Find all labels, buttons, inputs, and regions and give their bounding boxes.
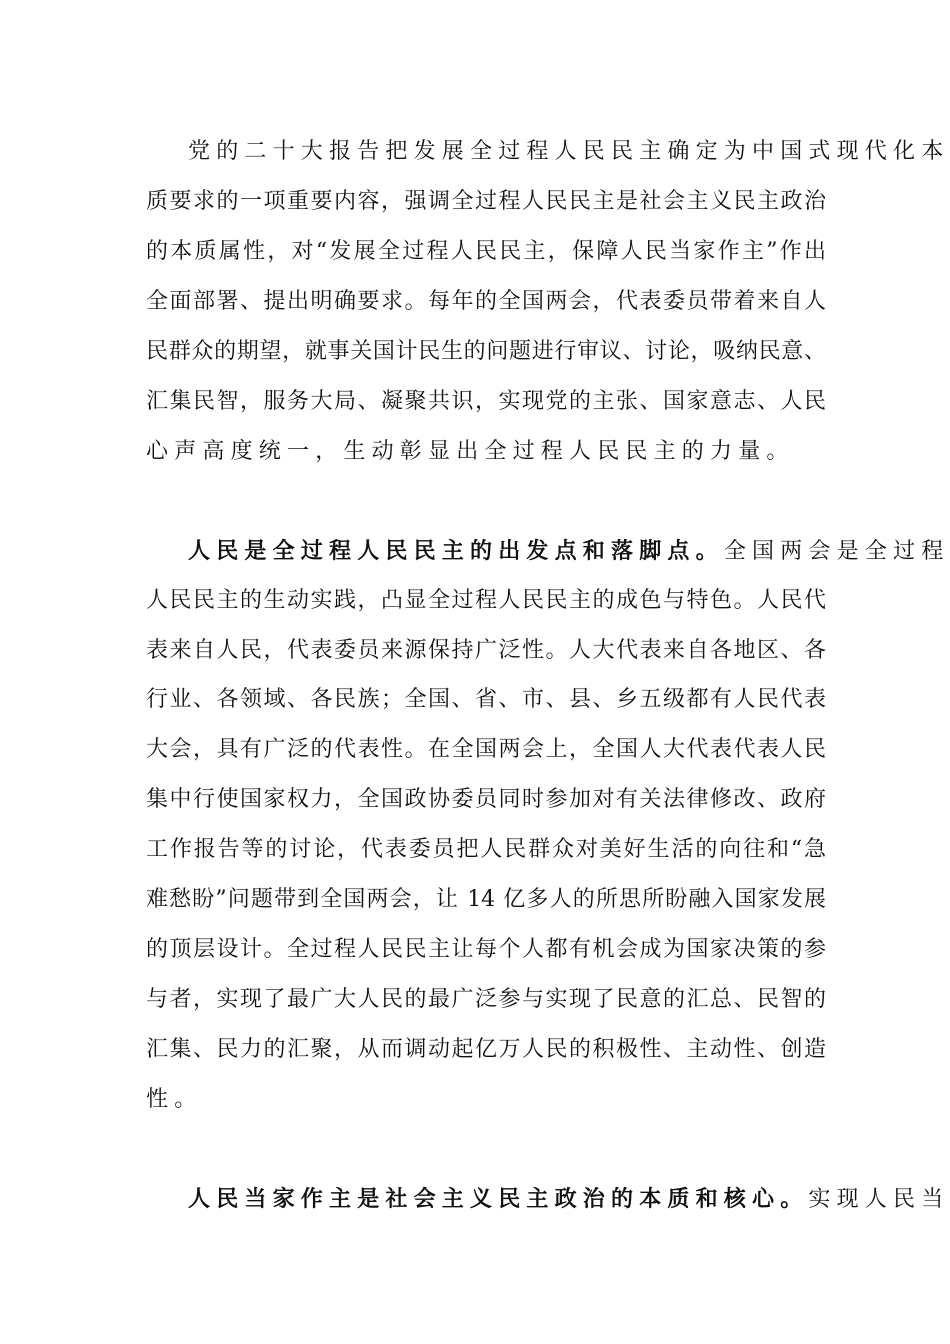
paragraph-2-line-7: 工作报告等的讨论，代表委员把人民群众对美好生活的向往和“急 [146, 837, 826, 862]
paragraph-2-line-4: 行业、各领域、各民族；全国、省、市、县、乡五级都有人民代表 [146, 687, 826, 712]
paragraph-2-line-5: 大会，具有广泛的代表性。在全国两会上，全国人大代表代表人民 [146, 737, 826, 762]
paragraph-2-line-1 [188, 537, 950, 566]
paragraph-2-line-8: 难愁盼”问题带到全国两会，让 14 亿多人的所思所盼融入国家发展 [146, 887, 826, 912]
paragraph-2-line-11: 汇集、民力的汇聚，从而调动起亿万人民的积极性、主动性、创造 [146, 1037, 826, 1062]
paragraph-2-line-6: 集中行使国家权力，全国政协委员同时参加对有关法律修改、政府 [146, 787, 826, 812]
paragraph-3-line-1-rest: 实现人民当 [808, 1187, 950, 1212]
paragraph-1-line-1: 党的二十大报告把发展全过程人民民主确定为中国式现代化本 [188, 139, 950, 164]
paragraph-3-lead: 人民当家作主是社会主义民主政治的本质和核心。 [188, 1186, 809, 1212]
paragraph-2-line-2: 人民民主的生动实践，凸显全过程人民民主的成色与特色。人民代 [146, 588, 826, 613]
paragraph-1-line-4: 全面部署、提出明确要求。每年的全国两会，代表委员带着来自人 [146, 289, 826, 314]
paragraph-1-line-2: 质要求的一项重要内容，强调全过程人民民主是社会主义民主政治 [146, 189, 826, 214]
paragraph-2-line-12: 性。 [146, 1087, 203, 1112]
paragraph-2-line-3: 表来自人民，代表委员来源保持广泛性。人大代表来自各地区、各 [146, 638, 826, 663]
paragraph-1-line-6: 汇集民智，服务大局、凝聚共识，实现党的主张、国家意志、人民 [146, 389, 826, 414]
paragraph-2-line-10: 与者，实现了最广大人民的最广泛参与实现了民意的汇总、民智的 [146, 987, 826, 1012]
paragraph-2-line-1-rest: 全国两会是全过程 [723, 539, 950, 564]
paragraph-1-line-3: 的本质属性，对“发展全过程人民民主，保障人民当家作主”作出 [146, 239, 826, 264]
paragraph-2-line-9: 的顶层设计。全过程人民民主让每个人都有机会成为国家决策的参 [146, 937, 826, 962]
paragraph-2-lead: 人民是全过程人民民主的出发点和落脚点。 [188, 538, 724, 564]
paragraph-1-line-5: 民群众的期望，就事关国计民生的问题进行审议、讨论，吸纳民意、 [146, 339, 826, 364]
paragraph-1-line-7: 心声高度统一，生动彰显出全过程人民民主的力量。 [146, 439, 795, 464]
paragraph-3-line-1 [188, 1185, 950, 1214]
